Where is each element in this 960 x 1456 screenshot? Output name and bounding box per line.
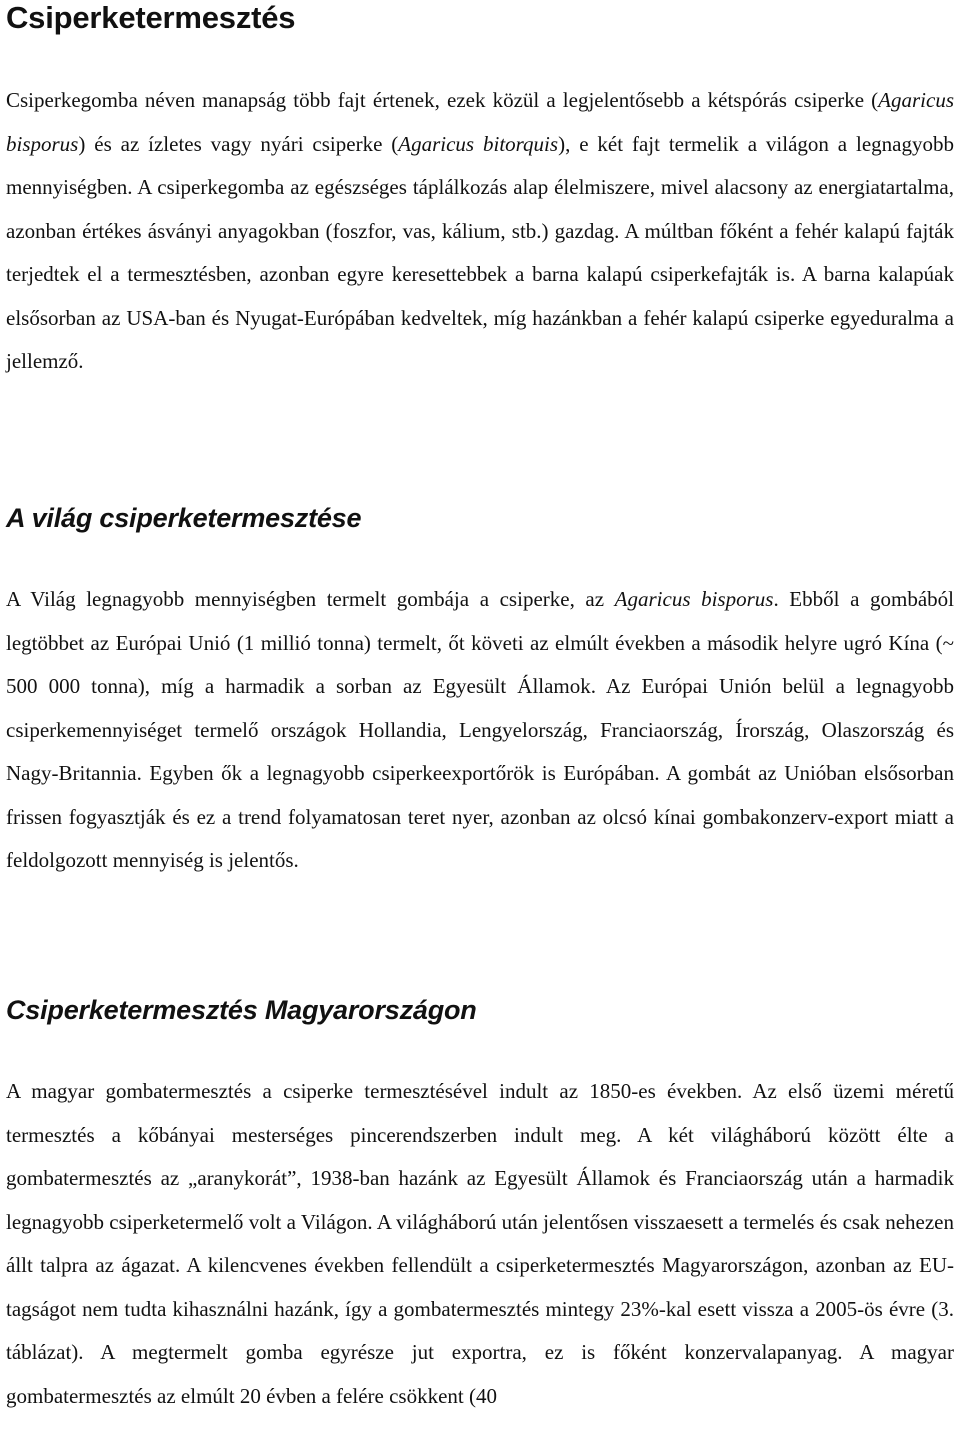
intro-paragraph <box>6 79 954 384</box>
intro-text-2: ) és az ízletes vagy nyári csiperke ( <box>78 131 399 156</box>
world-text-1: A Világ legnagyobb mennyiségben termelt gombája a csiperke, az <box>6 587 615 611</box>
world-paragraph <box>6 578 954 883</box>
page-title: Csiperketermesztés <box>6 0 296 35</box>
intro-text-3: ), e két fajt termelik a világon a legnagyobb mennyiségben. A csiperkegomba az egészséges táplálkozás alap élelmiszere, mivel alacsony az energiatartalma, azonban értékes ásványi anyagokban (foszfor, vas, kálium, stb.) gazdag. A múltban főként a fehér kalapú fajták terjedtek el a termesztésben, azonban egyre keresettebbek a barna kalapú csiperkefajták is. A barna kalapúak elsősorban az USA-ban és Nyugat-Európában kedveltek, míg hazánkban a fehér kalapú csiperke egyeduralma a jellemző. <box>6 131 954 373</box>
species-name-bitorquis: Agaricus bitorquis <box>398 131 559 156</box>
species-name-bisporus: Agaricus bisporus <box>6 88 954 156</box>
section-heading-hungary: Csiperketermesztés Magyarországon <box>6 995 477 1025</box>
world-text-2: . Ebből a gombából legtöbbet az Európai Unió (1 millió tonna) termelt, őt követi az elmúlt években a második helyre ugró Kína (~ 500 000 tonna), míg a harmadik a sorban az Egyesült Államok. Az Európai Unión belül a legnagyobb csiperkemennyiséget termelő országok Hollandia, Lengyelország, Franciaország, Írország, Olaszország és Nagy-Britannia. Egyben ők a legnagyobb csiperkeexportőrök is Európában. A gombát az Unióban elsősorban frissen fogyasztják és ez a trend folyamatosan teret nyer, azonban az olcsó kínai gombakonzerv-export miatt a feldolgozott mennyiség is jelentős. <box>6 587 954 872</box>
intro-text-1: Csiperkegomba néven manapság több fajt értenek, ezek közül a legjelentősebb a kétspórás csiperke ( <box>6 88 879 112</box>
hungary-paragraph: A magyar gombatermesztés a csiperke termesztésével indult az 1850-es években. Az első üzemi méretű termesztés a kőbányai mesterséges pincerendszerben indult meg. A két világháború között élte a gombatermesztés az „aranykorát”, 1938-ban hazánk az Egyesült Államok és Franciaország után a harmadik legnagyobb csiperketermelő volt a Világon. A világháború után jelentősen visszaesett a termelés és csak nehezen állt talpra az ágazat. A kilencvenes években fellendült a csiperketermesztés Magyarországon, azonban az EU-tagságot nem tudta kihasználni hazánk, így a gombatermesztés mintegy 23%-kal esett vissza a 2005-ös évre (3. táblázat). A megtermelt gomba egyrésze jut exportra, ez is főként konzervalapanyag. A magyar gombatermesztés az elmúlt 20 évben a felére csökkent (40 <box>6 1079 954 1408</box>
section-heading-world: A világ csiperketermesztése <box>6 503 362 533</box>
species-name-bisporus-2: Agaricus bisporus <box>614 587 774 611</box>
